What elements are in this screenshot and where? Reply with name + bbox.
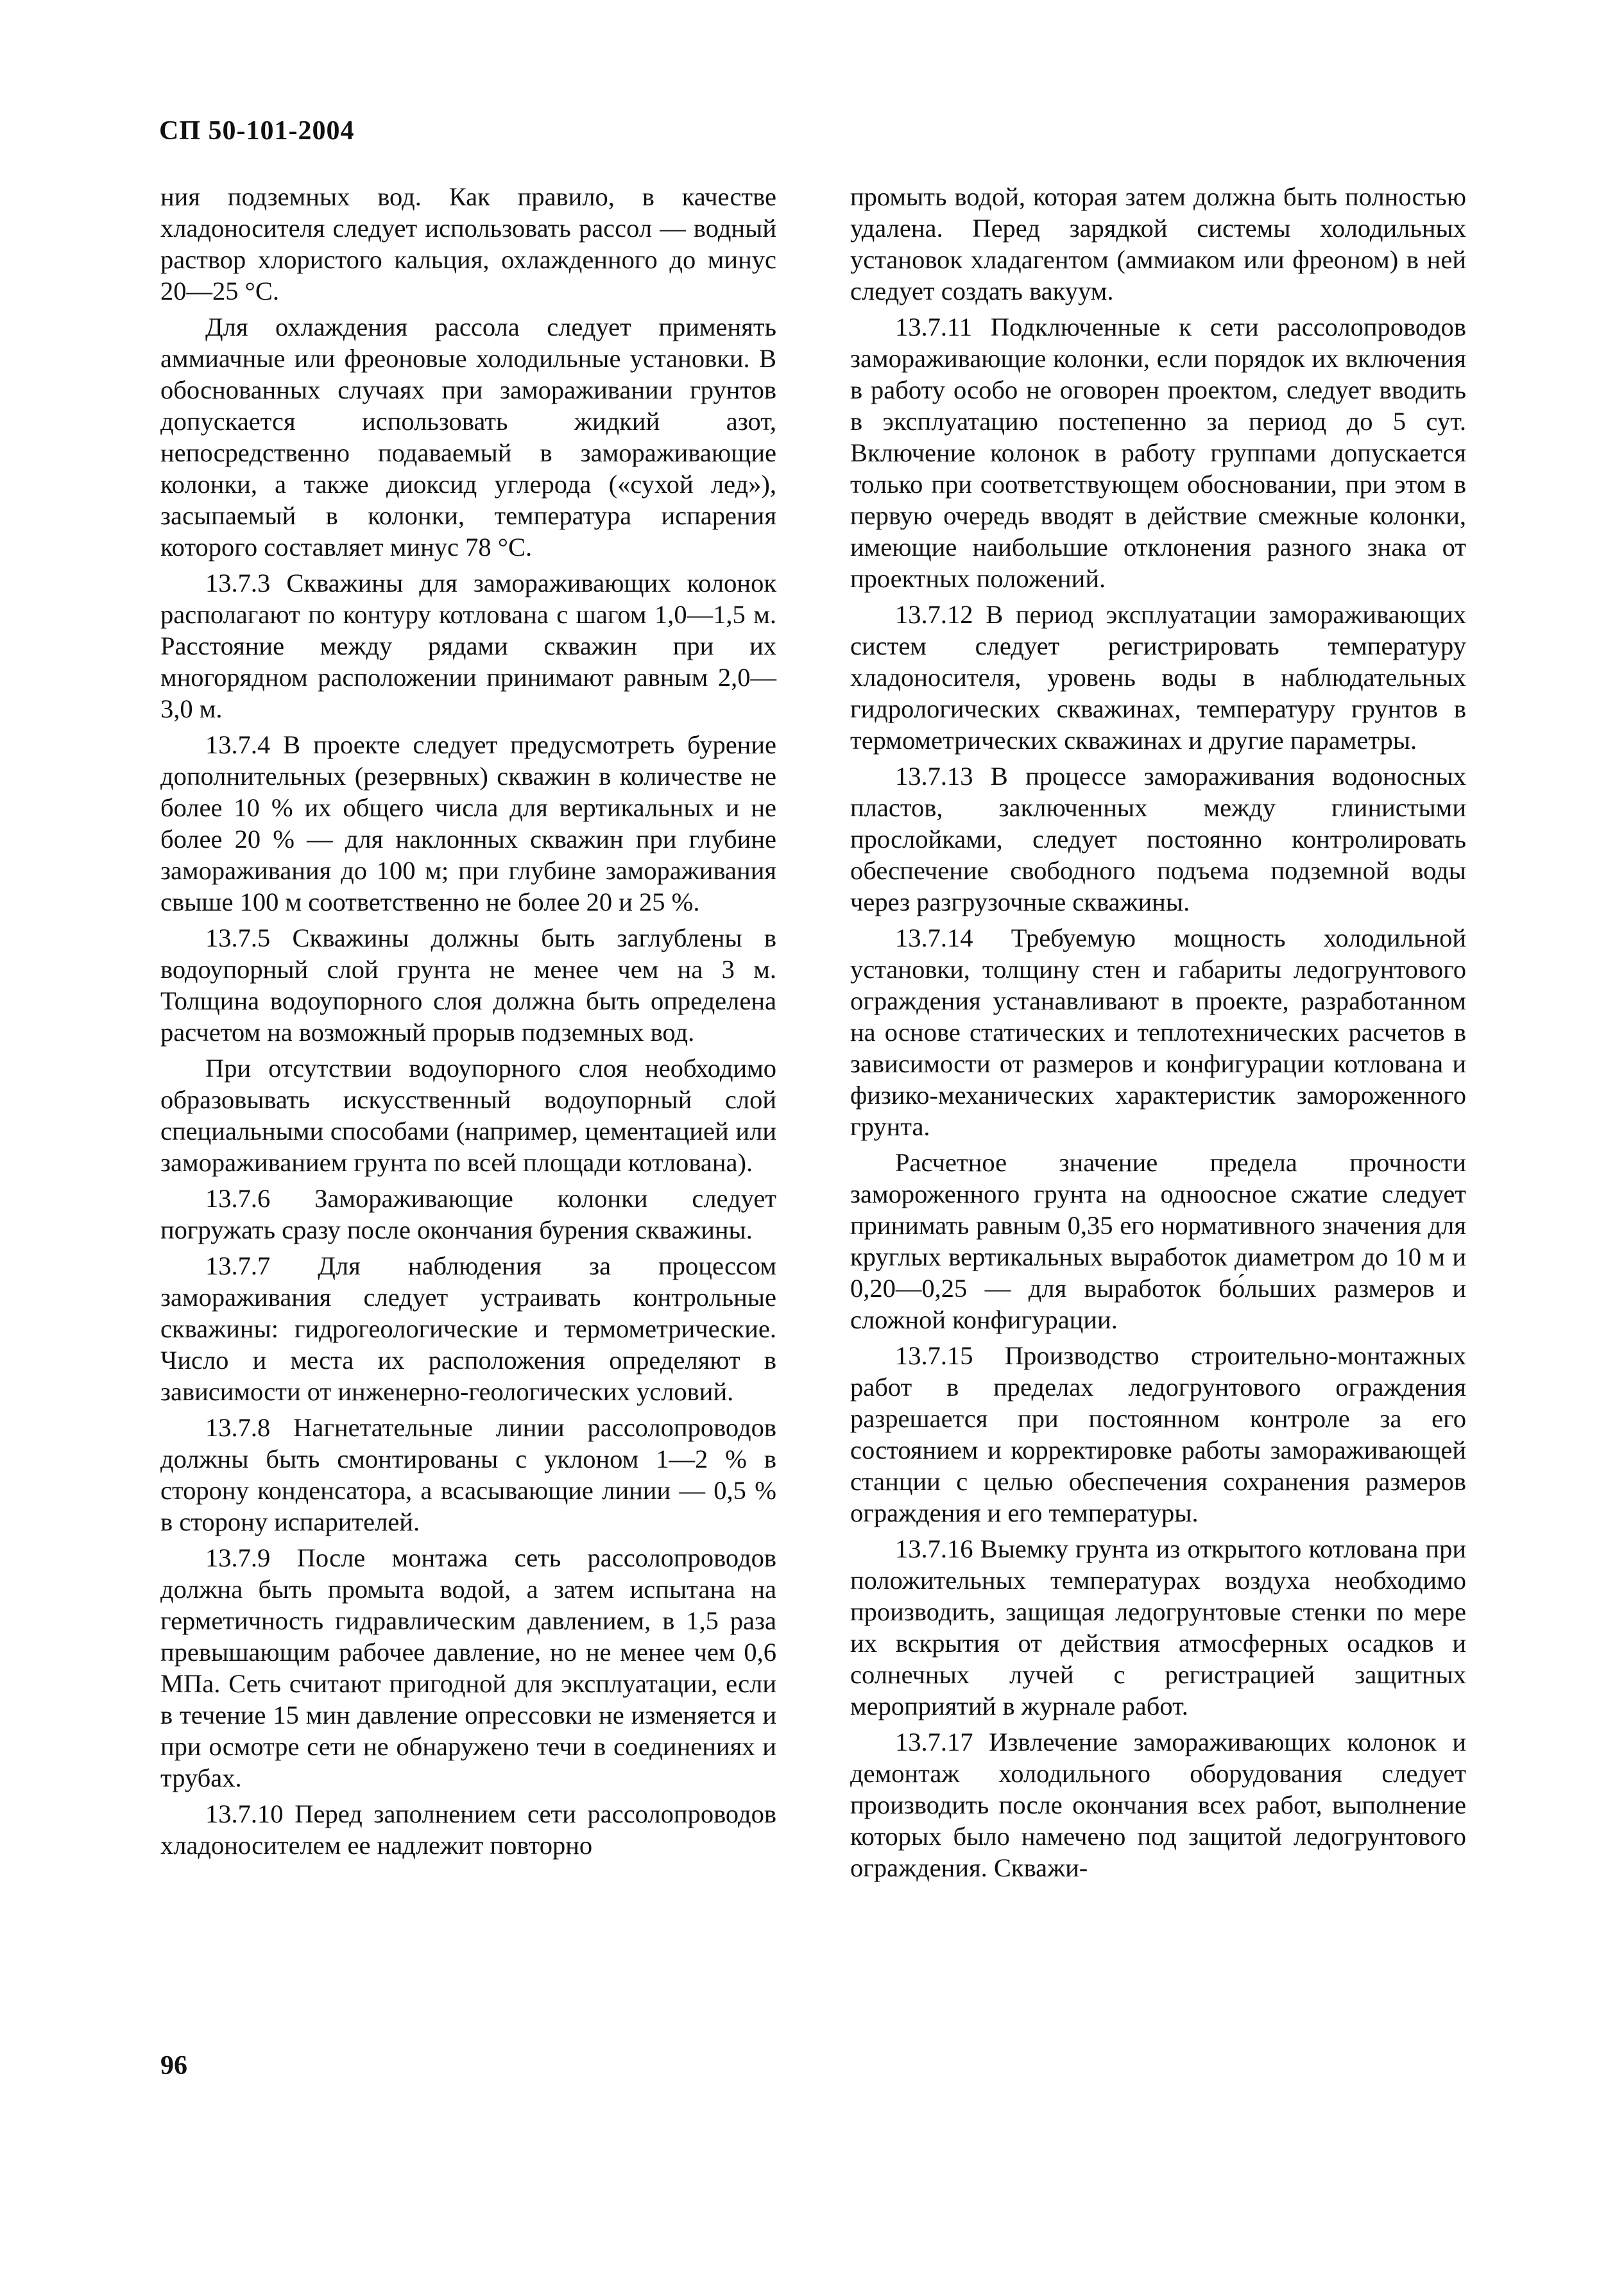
paragraph: 13.7.9 После монтажа сеть рассолопроводов должна быть промыта водой, а затем испытана на герметичность гидравлическим давлением, в 1,5 раза превышающим рабочее давление, но не менее чем 0,6 МПа. Сеть считают пригодной для эксплуатации, если в течение 15 мин давление опрессовки не изменяется и при осмотре сети не обнаружено течи в соединениях и трубах. <box>160 1543 776 1792</box>
paragraph: 13.7.12 В период эксплуатации замораживающих систем следует регистрировать температуру хладоносителя, уровень воды в наблюдательных гидрологических скважинах, температуру грунтов в термометрических скважинах и другие параметры. <box>850 600 1466 755</box>
paragraph: промыть водой, которая затем должна быть полностью удалена. Перед зарядкой системы холодильных установок хладагентом (аммиаком или фреоном) в ней следует создать вакуум. <box>850 182 1466 305</box>
paragraph: 13.7.17 Извлечение замораживающих колонок и демонтаж холодильного оборудования следует производить после окончания всех работ, выполнение которых было намечено под защитой ледогрунтового ограждения. Скважи- <box>850 1728 1466 1882</box>
paragraph: Для охлаждения рассола следует применять аммиачные или фреоновые холодильные установки. В обоснованных случаях при замораживании грунтов допускается использовать жидкий азот, непосредственно подаваемый в замораживающие колонки, а также диоксид углерода («сухой лед»), засыпаемый в колонки, температура испарения которого составляет минус 78 °С. <box>160 313 776 562</box>
right-column <box>850 181 1466 1888</box>
left-column <box>160 181 776 1866</box>
page-number: 96 <box>160 2051 187 2080</box>
paragraph: ния подземных вод. Как правило, в качестве хладоносителя следует использовать рассол — водный раствор хлористого кальция, охлажденного до минус 20—25 °С. <box>160 182 776 305</box>
paragraph: При отсутствии водоупорного слоя необходимо образовывать искусственный водоупорный слой специальными способами (например, цементацией или замораживанием грунта по всей площади котлована). <box>160 1054 776 1177</box>
paragraph: 13.7.10 Перед заполнением сети рассолопроводов хладоносителем ее надлежит повторно <box>160 1799 776 1860</box>
paragraph: 13.7.3 Скважины для замораживающих колонок располагают по контуру котлована с шагом 1,0—1,5 м. Расстояние между рядами скважин при их многорядном расположении принимают равным 2,0—3,0 м. <box>160 569 776 723</box>
document-code-header: СП 50-101-2004 <box>159 116 355 146</box>
paragraph: 13.7.8 Нагнетательные линии рассолопроводов должны быть смонтированы с уклоном 1—2 % в сторону конденсатора, а всасывающие линии — 0,5 % в сторону испарителей. <box>160 1413 776 1536</box>
paragraph: 13.7.6 Замораживающие колонки следует погружать сразу после окончания бурения скважины. <box>160 1184 776 1244</box>
paragraph: 13.7.11 Подключенные к сети рассолопроводов замораживающие колонки, если порядок их включения в работу особо не оговорен проектом, следует вводить в эксплуатацию постепенно за период до 5 сут. Включение колонок в работу группами допускается только при соответствующем обосновании, при этом в первую очередь вводят в действие смежные колонки, имеющие наибольшие отклонения разного знака от проектных положений. <box>850 313 1466 593</box>
paragraph: 13.7.13 В процессе замораживания водоносных пластов, заключенных между глинистыми прослойками, следует постоянно контролировать обеспечение свободного подъема подземной воды через разгрузочные скважины. <box>850 762 1466 916</box>
paragraph: 13.7.5 Скважины должны быть заглублены в водоупорный слой грунта не менее чем на 3 м. Толщина водоупорного слоя должна быть определена расчетом на возможный прорыв подземных вод. <box>160 923 776 1047</box>
paragraph: 13.7.14 Требуемую мощность холодильной установки, толщину стен и габариты ледогрунтового ограждения устанавливают в проекте, разработанном на основе статических и теплотехнических расчетов в зависимости от размеров и конфигурации котлована и физико-механических характеристик замороженного грунта. <box>850 923 1466 1141</box>
paragraph: 13.7.4 В проекте следует предусмотреть бурение дополнительных (резервных) скважин в количестве не более 10 % их общего числа для вертикальных и не более 20 % — для наклонных скважин при глубине замораживания до 100 м; при глубине замораживания свыше 100 м соответственно не более 20 и 25 %. <box>160 730 776 916</box>
paragraph: 13.7.15 Производство строительно-монтажных работ в пределах ледогрунтового ограждения разрешается при постоянном контроле за его состоянием и корректировке работы замораживающей станции с целью обеспечения сохранения размеров ограждения и его температуры. <box>850 1341 1466 1527</box>
paragraph: Расчетное значение предела прочности замороженного грунта на одноосное сжатие следует принимать равным 0,35 его нормативного значения для круглых вертикальных выработок диаметром до 10 м и 0,20—0,25 — для выработок бо́льших размеров и сложной конфигурации. <box>850 1148 1466 1334</box>
paragraph: 13.7.16 Выемку грунта из открытого котлована при положительных температурах воздуха необходимо производить, защищая ледогрунтовые стенки по мере их вскрытия от действия атмосферных осадков и солнечных лучей с регистрацией защитных мероприятий в журнале работ. <box>850 1534 1466 1720</box>
paragraph: 13.7.7 Для наблюдения за процессом замораживания следует устраивать контрольные скважины: гидрогеологические и термометрические. Число и места их расположения определяют в зависимости от инженерно-геологических условий. <box>160 1251 776 1406</box>
